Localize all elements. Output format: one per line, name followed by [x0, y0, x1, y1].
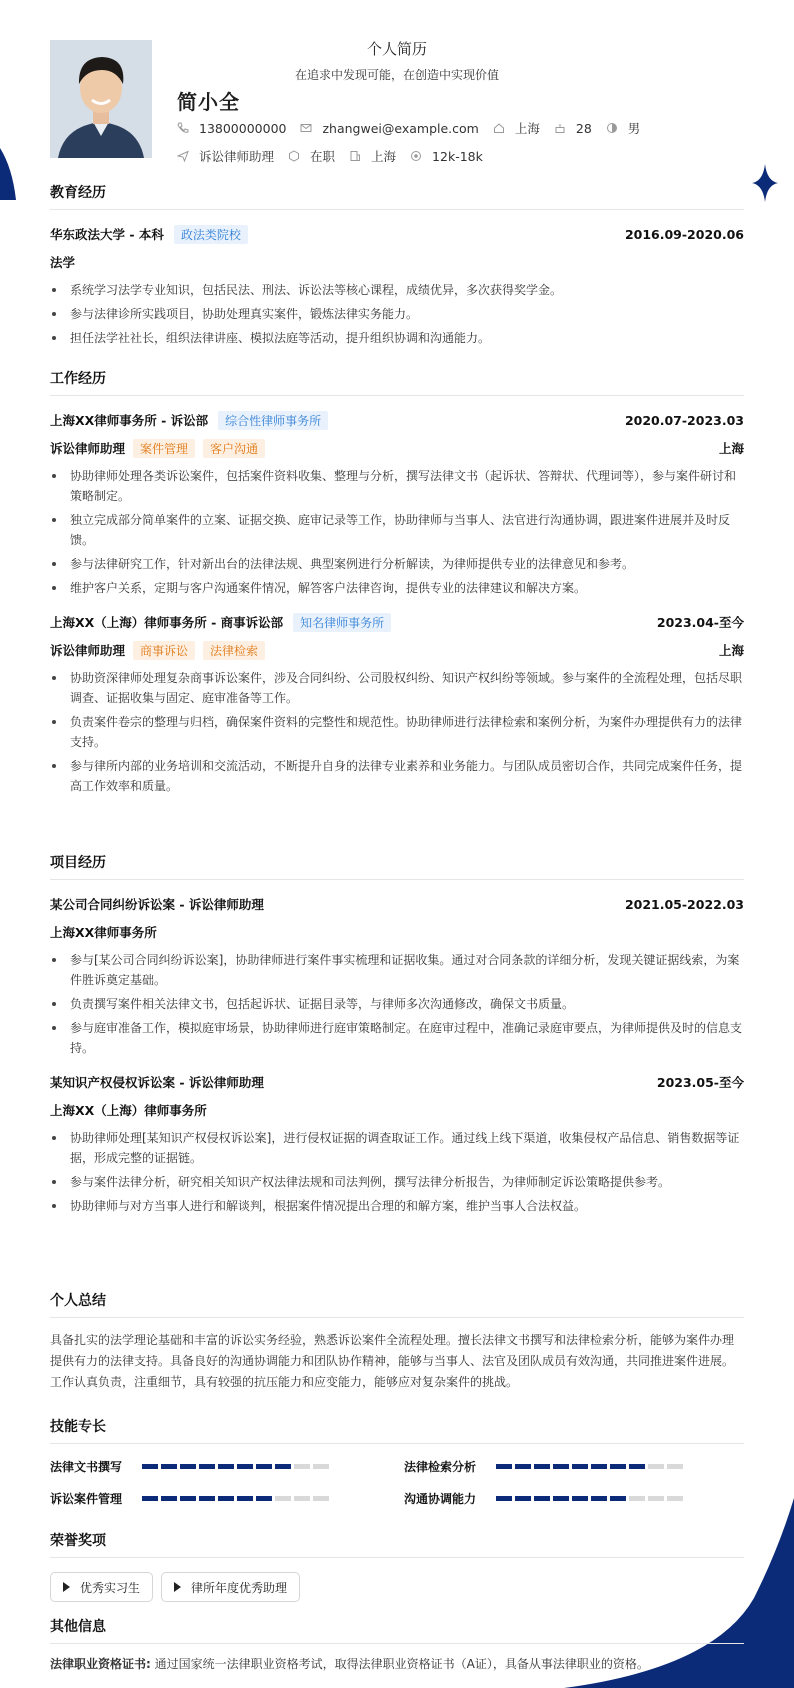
school-name: 华东政法大学 - 本科 [50, 227, 164, 242]
major: 法学 [50, 255, 76, 270]
gender-info: 男 [606, 119, 641, 137]
skill-bar-filled [515, 1496, 531, 1501]
cake-icon [554, 122, 566, 134]
skill-bar-empty [294, 1464, 310, 1469]
project-org: 上海XX律师事务所 [50, 925, 157, 940]
role-tag: 商事诉讼 [133, 641, 195, 660]
project-name: 某公司合同纠纷诉讼案 - 诉讼律师助理 [50, 897, 264, 912]
skill-bar-filled [180, 1496, 196, 1501]
city-info: 上海 [349, 147, 396, 165]
skill-name: 法律文书撰写 [50, 1459, 123, 1474]
skill-bar-filled [161, 1496, 177, 1501]
skill-bar-empty [667, 1496, 683, 1501]
skill-item [404, 1488, 686, 1508]
list-item: 协助律师处理[某知识产权侵权诉讼案]，进行侵权证据的调查取证工作。通过线上线下渠道，收集侵权产品信息、销售数据等证据，形成完整的证据链。 [50, 1128, 744, 1168]
skill-level-bars [142, 1464, 332, 1469]
work-bullets [50, 466, 744, 598]
skill-item [50, 1488, 332, 1508]
honors-section [50, 1530, 744, 1602]
list-item: 参与法律诊所实践项目，协助处理真实案件，锻炼法律实务能力。 [50, 304, 744, 324]
skill-bar-filled [161, 1464, 177, 1469]
skill-bar-filled [534, 1464, 550, 1469]
skill-level-bars [496, 1496, 686, 1501]
skill-bar-empty [648, 1496, 664, 1501]
list-item: 担任法学社社长，组织法律讲座、模拟法庭等活动，提升组织协调和沟通能力。 [50, 328, 744, 348]
hometown-info: 上海 [493, 119, 540, 137]
skill-bar-empty [313, 1464, 329, 1469]
honor-badge[interactable]: 律所年度优秀助理 [161, 1572, 300, 1602]
education-entry-head [50, 224, 744, 244]
section-title: 工作经历 [50, 368, 744, 396]
list-item: 独立完成部分简单案件的立案、证据交换、庭审记录等工作，协助律师与当事人、法官进行沟通协调，跟进案件进展并及时反馈。 [50, 510, 744, 550]
status-icon [288, 150, 300, 162]
email-icon [300, 122, 312, 134]
other-info-label: 法律职业资格证书: [50, 1657, 151, 1671]
skill-bar-empty [275, 1496, 291, 1501]
section-title: 个人总结 [50, 1290, 744, 1318]
education-bullets [50, 280, 744, 348]
project-org: 上海XX（上海）律师事务所 [50, 1103, 207, 1118]
play-icon [63, 1582, 70, 1592]
sparkle-star-decoration [752, 164, 778, 202]
section-title: 教育经历 [50, 182, 744, 210]
work-date: 2023.04-至今 [656, 615, 744, 630]
skill-bar-filled [142, 1464, 158, 1469]
list-item: 参与庭审准备工作，模拟庭审场景，协助律师进行庭审策略制定。在庭审过程中，准确记录庭审要点，为律师提供及时的信息支持。 [50, 1018, 744, 1058]
position-info: 诉讼律师助理 [177, 147, 274, 165]
project-entry-head [50, 894, 744, 914]
school-tag: 政法类院校 [174, 225, 248, 244]
role-tag: 案件管理 [133, 439, 195, 458]
skill-level-bars [142, 1496, 332, 1501]
education-section [50, 182, 744, 352]
work-role-line [50, 640, 744, 660]
section-title: 技能专长 [50, 1416, 744, 1444]
project-name: 某知识产权侵权诉讼案 - 诉讼律师助理 [50, 1075, 264, 1090]
section-title: 其他信息 [50, 1616, 744, 1644]
skill-bar-filled [591, 1464, 607, 1469]
list-item: 参与案件法律分析，研究相关知识产权法律法规和司法判例，撰写法律分析报告，为律师制定诉讼策略提供参考。 [50, 1172, 744, 1192]
role-tag: 客户沟通 [203, 439, 265, 458]
skill-bar-filled [534, 1496, 550, 1501]
skill-name: 法律检索分析 [404, 1459, 477, 1474]
list-item: 负责案件卷宗的整理与归档，确保案件资料的完整性和规范性。协助律师进行法律检索和案例分析，为案件办理提供有力的法律支持。 [50, 712, 744, 752]
work-role-line [50, 438, 744, 458]
work-location: 上海 [718, 643, 744, 658]
list-item: 维护客户关系，定期与客户沟通案件情况，解答客户法律咨询，提供专业的法律建议和解决方案。 [50, 578, 744, 598]
skill-bar-filled [237, 1496, 253, 1501]
skill-name: 诉讼案件管理 [50, 1491, 123, 1506]
status-info: 在职 [288, 147, 335, 165]
skill-level-bars [496, 1464, 686, 1469]
project-date: 2023.05-至今 [656, 1075, 744, 1090]
role-tag: 法律检索 [203, 641, 265, 660]
list-item: 协助律师处理各类诉讼案件，包括案件资料收集、整理与分析，撰写法律文书（起诉状、答辩状、代理词等），参与案件研讨和策略制定。 [50, 466, 744, 506]
skill-item [50, 1456, 332, 1476]
section-title: 荣誉奖项 [50, 1530, 744, 1558]
projects-section [50, 852, 744, 1220]
project-date: 2021.05-2022.03 [624, 896, 744, 912]
job-intent-row [177, 147, 497, 165]
list-item: 系统学习法学专业知识，包括民法、刑法、诉讼法等核心课程，成绩优异，多次获得奖学金。 [50, 280, 744, 300]
list-item: 协助律师与对方当事人进行和解谈判，根据案件情况提出合理的和解方案，维护当事人合法权益。 [50, 1196, 744, 1216]
skill-bar-filled [629, 1464, 645, 1469]
building-icon [349, 150, 361, 162]
skill-bar-filled [199, 1496, 215, 1501]
skill-bar-filled [237, 1464, 253, 1469]
work-bullets [50, 668, 744, 796]
list-item: 参与[某公司合同纠纷诉讼案]，协助律师进行案件事实梳理和证据收集。通过对合同条款的详细分析，发现关键证据线索，为案件胜诉奠定基础。 [50, 950, 744, 990]
company-tag: 知名律师事务所 [293, 613, 391, 632]
work-location: 上海 [718, 441, 744, 456]
skill-bar-filled [610, 1496, 626, 1501]
corner-decoration [0, 120, 20, 200]
gender-icon [606, 122, 618, 134]
project-bullets [50, 1128, 744, 1216]
skill-bar-filled [256, 1464, 272, 1469]
resume-slogan: 在追求中发现可能，在创造中实现价值 [294, 68, 499, 82]
honor-badge[interactable]: 优秀实习生 [50, 1572, 153, 1602]
work-date: 2020.07-2023.03 [624, 412, 744, 428]
skill-bar-filled [180, 1464, 196, 1469]
skill-bar-filled [610, 1464, 626, 1469]
other-info-text: 通过国家统一法律职业资格考试，取得法律职业资格证书（A证），具备从事法律职业的资格。 [154, 1657, 649, 1671]
candidate-name: 简小全 [177, 90, 240, 114]
work-entry-head [50, 612, 744, 632]
section-title: 项目经历 [50, 852, 744, 880]
salary-info: 12k-18k [410, 149, 483, 164]
skill-bar-filled [218, 1464, 234, 1469]
phone-icon [177, 122, 189, 134]
project-entry-head [50, 1072, 744, 1092]
resume-header [50, 0, 744, 200]
home-icon [493, 122, 505, 134]
skill-bar-filled [572, 1464, 588, 1469]
send-icon [177, 150, 189, 162]
company-tag: 综合性律师事务所 [218, 411, 328, 430]
work-entry-head [50, 410, 744, 430]
skill-bar-filled [496, 1496, 512, 1501]
skill-bar-filled [142, 1496, 158, 1501]
list-item: 协助资深律师处理复杂商事诉讼案件，涉及合同纠纷、公司股权纠纷、知识产权纠纷等领域。参与案件的全流程处理，包括尽职调查、证据收集与固定、庭审准备等工作。 [50, 668, 744, 708]
company-name: 上海XX律师事务所 - 诉讼部 [50, 413, 209, 428]
skill-item [404, 1456, 686, 1476]
phone-info: 13800000000 [177, 121, 286, 136]
skill-name: 沟通协调能力 [404, 1491, 477, 1506]
skill-bar-filled [256, 1496, 272, 1501]
age-info: 28 [554, 121, 592, 136]
list-item: 参与法律研究工作，针对新出台的法律法规、典型案例进行分析解读，为律师提供专业的法律意见和参考。 [50, 554, 744, 574]
work-section [50, 368, 744, 800]
skill-bar-filled [496, 1464, 512, 1469]
email-info: zhangwei@example.com [300, 121, 478, 136]
skill-bar-empty [648, 1464, 664, 1469]
skill-bar-filled [275, 1464, 291, 1469]
skill-bar-empty [629, 1496, 645, 1501]
job-role: 诉讼律师助理 [50, 643, 126, 658]
skill-bar-filled [591, 1496, 607, 1501]
list-item: 参与律所内部的业务培训和交流活动，不断提升自身的法律专业素养和业务能力。与团队成员密切合作，共同完成案件任务，提高工作效率和质量。 [50, 756, 744, 796]
skill-bar-filled [515, 1464, 531, 1469]
skill-bar-filled [572, 1496, 588, 1501]
contact-info-row [177, 119, 654, 137]
skill-bar-filled [199, 1464, 215, 1469]
list-item: 负责撰写案件相关法律文书，包括起诉状、证据目录等，与律师多次沟通修改，确保文书质量。 [50, 994, 744, 1014]
coin-icon [410, 150, 422, 162]
project-bullets [50, 950, 744, 1058]
summary-section [50, 1290, 744, 1393]
other-info-section [50, 1616, 744, 1675]
skill-bar-empty [667, 1464, 683, 1469]
play-icon [174, 1582, 181, 1592]
skill-bar-filled [218, 1496, 234, 1501]
skill-bar-empty [313, 1496, 329, 1501]
summary-text: 具备扎实的法学理论基础和丰富的诉讼实务经验，熟悉诉讼案件全流程处理。擅长法律文书撰写和法律检索分析，能够为案件办理提供有力的法律支持。具备良好的沟通协调能力和团队协作精神，能够与当事人、法官及团队成员有效沟通，共同推进案件进展。工作认真负责，注重细节，具有较强的抗压能力和应变能力，能够应对复杂案件的挑战。 [50, 1333, 735, 1389]
education-date: 2016.09-2020.06 [624, 226, 744, 242]
skill-bar-filled [553, 1464, 569, 1469]
resume-title: 个人简历 [366, 40, 427, 58]
skill-bar-empty [294, 1496, 310, 1501]
company-name: 上海XX（上海）律师事务所 - 商事诉讼部 [50, 615, 284, 630]
skills-section [50, 1416, 744, 1522]
skill-bar-filled [553, 1496, 569, 1501]
job-role: 诉讼律师助理 [50, 441, 126, 456]
other-info-line [50, 1654, 744, 1675]
